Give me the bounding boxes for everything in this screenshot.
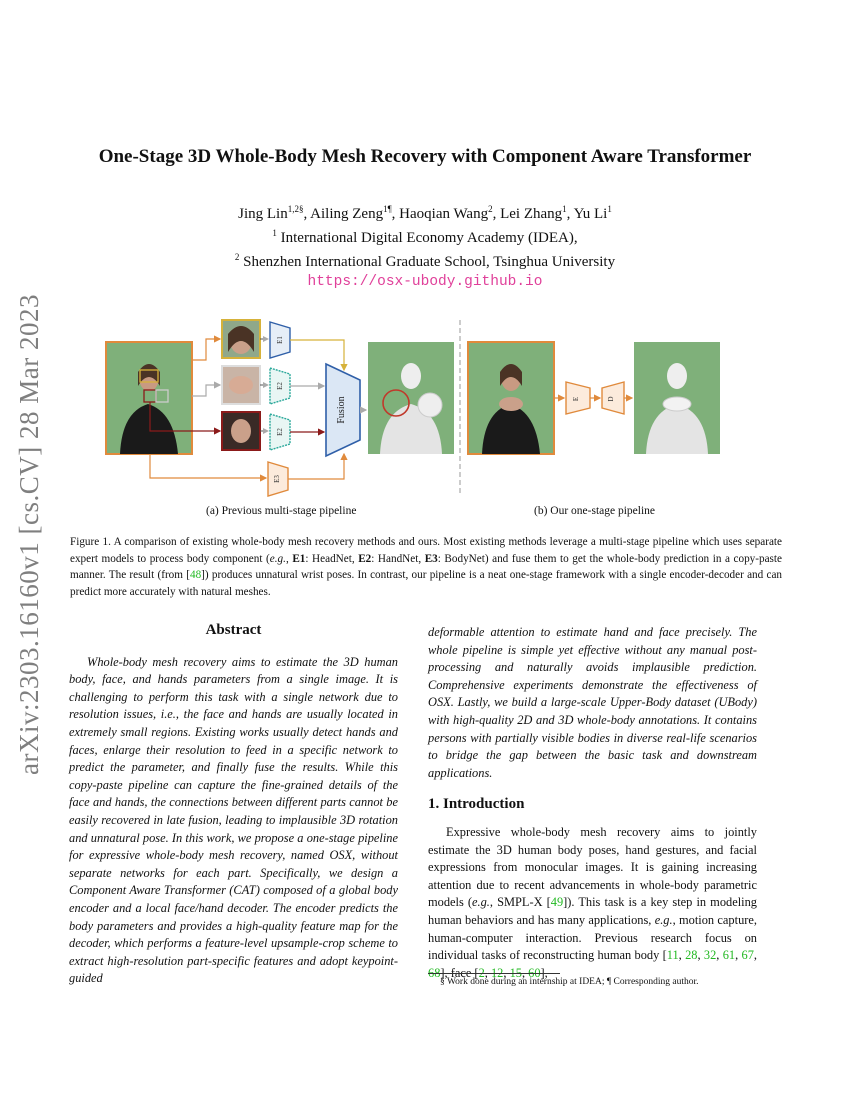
paper-title: One-Stage 3D Whole-Body Mesh Recovery with Component Aware Transformer (98, 146, 752, 167)
hand-crop-left (222, 366, 260, 404)
encoder-e1-block (260, 322, 290, 358)
face-crop (222, 320, 260, 358)
citation-link[interactable]: 15 (509, 965, 522, 980)
encoder-label: E (572, 396, 580, 402)
fusion-label: Fusion (336, 396, 347, 424)
e2-label: E2 (276, 382, 284, 390)
citation-link[interactable]: 67 (741, 948, 754, 963)
input-photo (106, 342, 192, 454)
citation-link[interactable]: 68 (428, 965, 441, 980)
citation-link[interactable]: 12 (490, 965, 504, 980)
project-url-link[interactable]: https://osx-ubody.github.io (307, 274, 543, 290)
decoder-block (602, 382, 624, 414)
encoder-e3-block (268, 462, 288, 496)
figure-caption: Figure 1. A comparison of existing whole-body mesh recovery methods and ours. Most existing methods leverage a multi-stage pipeline which uses separate expert models to process body component (e.g., E1: HeadNet, E2: HandNet, E3: BodyNet) and fuse them to get the whole-body prediction in a copy-paste manner. The result (from [48]) produces unnatural wrist poses. In contrast, our pipeline is a neat one-stage framework with a single encoder-decoder and can predict more accurately with natural meshes. (70, 536, 783, 598)
e2-label: E2 (276, 428, 284, 436)
author-name: Jing Lin (238, 206, 288, 222)
right-column (428, 624, 757, 982)
encoder-e2-block-1 (260, 368, 290, 404)
author-name: Yu Li (573, 206, 608, 222)
citation-link[interactable]: 32 (703, 948, 717, 963)
footnote-divider (428, 973, 560, 974)
author-list: Jing Lin$^{1,2\S}$, Ailing Zeng$^{1\P}$, Haoqian Wang$^2$, Lei Zhang$^1$, Yu Li$^1$ (238, 204, 612, 222)
decoder-label: D (607, 396, 615, 402)
intro-paragraph: Expressive whole-body mesh recovery aims to jointly estimate the 3D human body poses, hand gestures, and facial expressions from monocular images. It is gaining increasing attention due to recent advancements in whole-body parametric models (e.g., SMPL-X [49]). This task is a key step in modeling human behaviors and has many applications, e.g., motion capture, human-computer interaction. Previous research focus on individual tasks of reconstructing human body [11, 28, 32, 61, 67, 68], face [2, 12, 15, 60], (428, 824, 758, 980)
citation-link[interactable]: 49 (550, 895, 564, 910)
affiliation-1: $^1$ International Digital Economy Academy (IDEA), (272, 228, 578, 246)
left-column (69, 622, 398, 988)
affiliation-2: $^2$ Shenzhen International Graduate School, Tsinghua University (234, 252, 616, 270)
arxiv-id: arXiv:2303.16160v1 [cs.CV] 28 Mar 2023 (14, 294, 44, 775)
fusion-block (326, 364, 360, 456)
teaser-figure (100, 312, 750, 502)
subcaption-a: (a) Previous multi-stage pipeline (206, 505, 357, 517)
author-name: Lei Zhang (500, 206, 563, 222)
hand-crop-right (222, 412, 260, 450)
citation-link[interactable]: 2 (478, 965, 485, 980)
citation-link[interactable]: 11 (666, 948, 679, 963)
encoder-e2-block-2 (260, 414, 290, 450)
author-name: Haoqian Wang (399, 206, 489, 222)
citation-link[interactable]: 61 (722, 948, 736, 963)
output-mesh-onestage (634, 342, 720, 454)
encoder-block (566, 382, 590, 414)
abstract-heading: Abstract (205, 622, 262, 638)
footnote: § Work done during an internship at IDEA; ¶ Corresponding author. (440, 977, 699, 987)
arxiv-stamp (2, 290, 52, 780)
abstract-text: Whole-body mesh recovery aims to estimate the 3D human body, face, and hands parameters from a single image. It is challenging to perform this task with a single network due to resolution issues, i.e., the face and hands are usually located in extremely small regions. Existing works usually detect hands and faces, enlarge their resolution to feed in a specific network to predict the parameter, and finally fuse the results. While this copy-paste pipeline can capture the fine-grained details of the face and hands, the connections between different parts cannot be easily recovered in late fusion, leading to implausible 3D rotation and unnatural pose. In this work, we propose a one-stage pipeline for expressive whole-body mesh recovery, named OSX, without separate networks for each part. Specifically, we design a Component Aware Transformer (CAT) composed of a global body encoder and a local face/hand decoder. The encoder predicts the body parameters and provides a high-quality feature map for the decoder, which performs a feature-level upsample-crop scheme to extract high-resolution part-specific features and adopt keypoint-guided (69, 654, 398, 986)
subcaption-b: (b) Our one-stage pipeline (534, 505, 656, 517)
abstract-text-continued: deformable attention to estimate hand and face precisely. The whole pipeline is simple yet effective without any manual post-processing and naturally avoids implausible prediction. Comprehensive experiments demonstrate the effectiveness of OSX. Lastly, we build a large-scale Upper-Body dataset (UBody) with high-quality 2D and 3D whole-body annotations. It contains persons with partially visible bodies in diverse real-life scenarios to bridge the gap between the basic task and downstream applications. (428, 625, 757, 780)
citation-link[interactable]: 48 (189, 569, 202, 581)
intro-heading: 1. Introduction (428, 796, 525, 813)
input-photo-onestage (468, 342, 554, 454)
citation-link[interactable]: 28 (685, 948, 698, 963)
output-mesh-multistage (368, 342, 454, 454)
e1-label: E1 (276, 336, 284, 344)
author-block (0, 200, 850, 292)
e3-label: E3 (273, 475, 281, 483)
author-name: Ailing Zeng (310, 206, 384, 222)
citation-link[interactable]: 60 (528, 965, 541, 980)
